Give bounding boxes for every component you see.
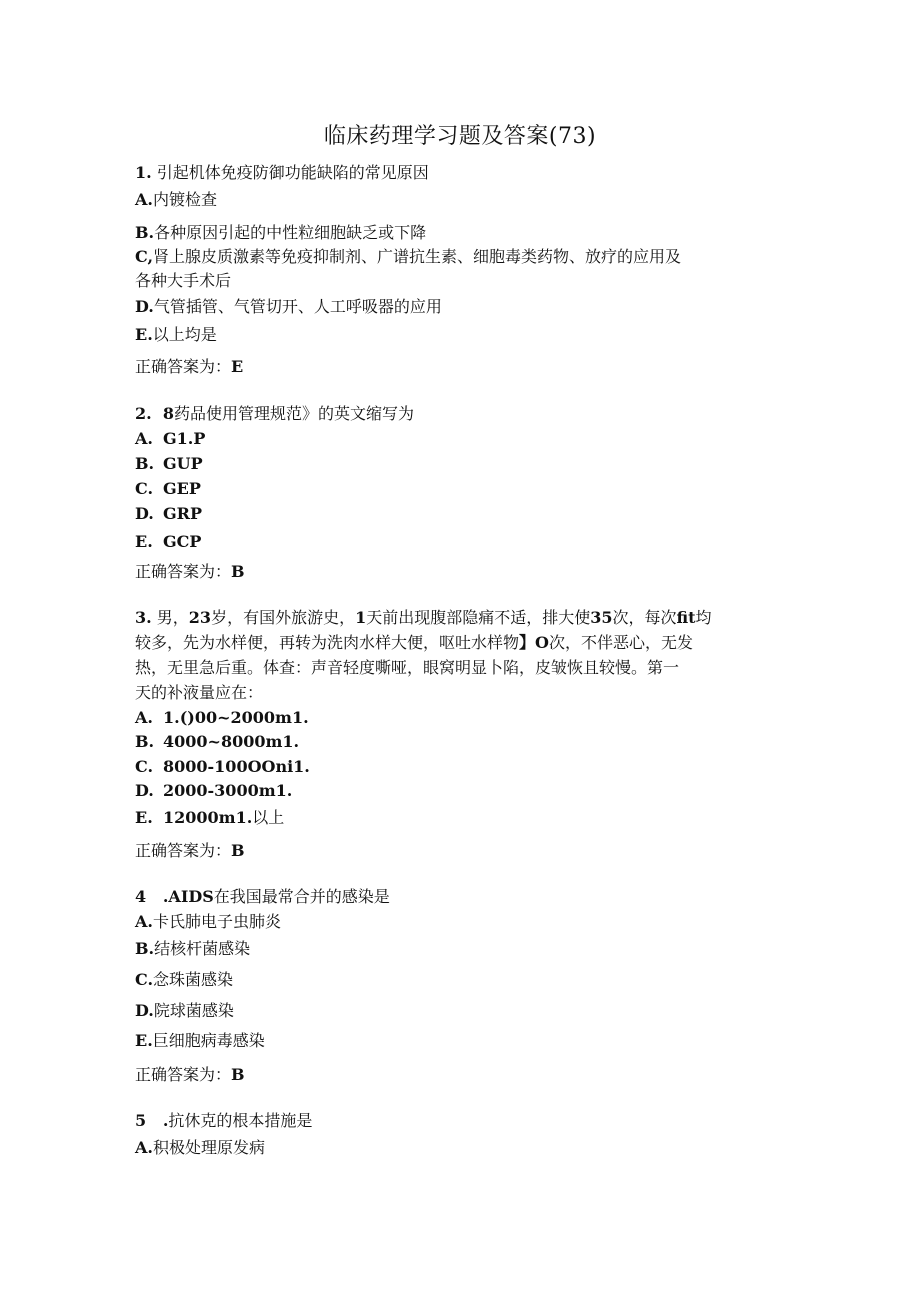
question-3-stem-line-3: 热，无里急后重。体查：声音轻度嘶哑，眼窝明显卜陷，皮皱恢且较慢。第一 [135, 658, 680, 677]
option-b: B. 4000~8000m1. [135, 732, 300, 751]
answer-line: 正确答案为：E [135, 357, 244, 376]
option-c-continued: 各种大手术后 [135, 271, 232, 290]
question-4-stem [135, 886, 795, 908]
question-2-stem [135, 403, 795, 425]
document-title: 临床药理学习题及答案(73) [323, 124, 597, 149]
question-3-stem-line-2: 较多，先为水样便，再转为洗肉水样大便，呕吐水样物】O次，不伴恶心，无发 [135, 633, 693, 652]
question-3-stem-line-1: 3. 男，23岁，有国外旅游史，1天前出现腹部隐痛不适，排大使35次，每次fit均 [135, 608, 712, 627]
option-a: A.卡氏肺电子虫肺炎 [135, 912, 281, 931]
option-d: D.院球菌感染 [135, 1001, 234, 1020]
option-e: E. 12000m1.以上 [135, 808, 285, 827]
option-c: C. 8000-100OOni1. [135, 757, 310, 776]
option-d: D.气管插管、气管切开、人工呼吸器的应用 [135, 297, 442, 316]
question-text: 药品使用管理规范》的英文缩写为 [173, 404, 414, 423]
question-text: 抗休克的根本措施是 [168, 1111, 313, 1130]
question-1-stem [135, 162, 795, 184]
question-number: 1. [135, 163, 152, 182]
answer-value: B [231, 841, 245, 860]
option-d: D. 2000-3000m1. [135, 781, 293, 800]
question-number: 2. 8 [135, 404, 174, 423]
option-a: A. G1.P [135, 429, 206, 448]
answer-value: E [231, 357, 244, 376]
question-text: 在我国最常合并的感染是 [213, 887, 390, 906]
option-a: A. 1.()00~2000m1. [135, 708, 309, 727]
option-c: C.念珠菌感染 [135, 970, 234, 989]
option-d: D. GRP [135, 504, 202, 523]
question-number: 5 . [135, 1111, 169, 1130]
option-e: E.巨细胞病毒感染 [135, 1031, 265, 1050]
question-text: 引起机体免疫防御功能缺陷的常见原因 [151, 163, 429, 182]
option-e: E.以上均是 [135, 325, 217, 344]
option-e: E. GCP [135, 532, 202, 551]
option-a: A.内镀检查 [135, 190, 217, 209]
option-c: C,肾上腺皮质激素等免疫抑制剂、广谱抗生素、细胞毒类药物、放疗的应用及 [135, 247, 682, 266]
option-b: B. GUP [135, 454, 203, 473]
option-b: B.各种原因引起的中性粒细胞缺乏或下降 [135, 223, 427, 242]
answer-line: 正确答案为：B [135, 562, 245, 581]
option-b: B.结核杆菌感染 [135, 939, 251, 958]
question-3-stem-line-4: 天的补液量应在： [135, 683, 264, 702]
answer-line: 正确答案为：B [135, 1065, 245, 1084]
answer-value: B [231, 1065, 245, 1084]
answer-value: B [231, 562, 245, 581]
option-c: C. GEP [135, 479, 201, 498]
answer-line: 正确答案为：B [135, 841, 245, 860]
option-a: A.积极处理原发病 [135, 1138, 265, 1157]
question-number: 4 .AIDS [135, 887, 214, 906]
question-5-stem [135, 1110, 795, 1132]
